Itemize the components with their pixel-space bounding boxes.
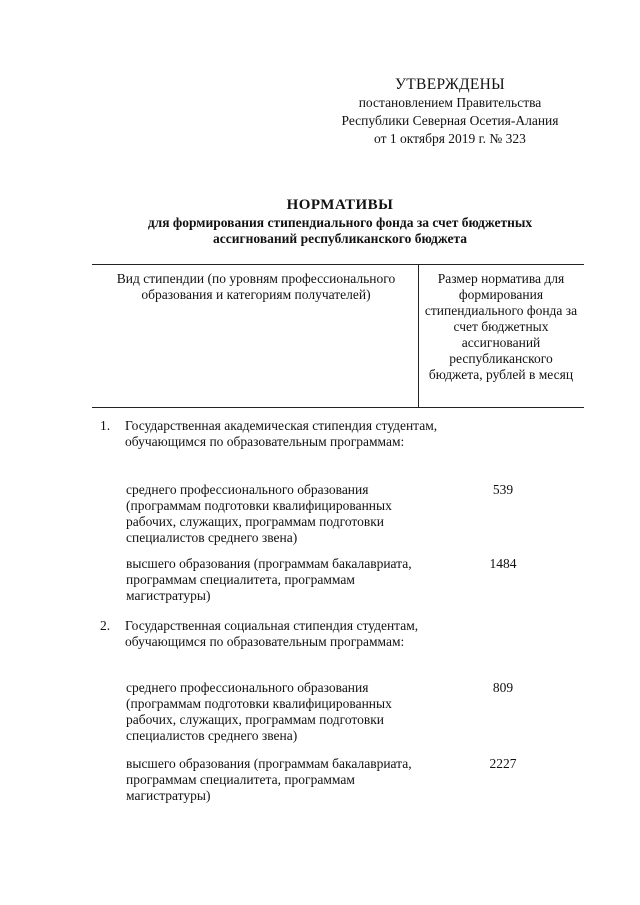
section-1	[100, 418, 440, 450]
section-title: Государственная академическая стипендия студентам, обучающимся по образовательным программам:	[125, 418, 438, 449]
document-subtitle-line-2: ассигнований республиканского бюджета	[213, 231, 467, 246]
approval-line-1: постановлением Правительства	[358, 95, 542, 110]
table-row-label: высшего образования (программам бакалавриата, программам специалитета, программам магистратуры)	[126, 556, 412, 603]
table-header	[92, 264, 584, 408]
header-norm-size: Размер норматива для формирования стипендиального фонда за счет бюджетных ассигнований республиканского бюджета, рублей в месяц	[424, 271, 578, 382]
header-column-divider	[418, 265, 419, 407]
document-title-block	[60, 197, 620, 247]
table-row-label: среднего профессионального образования (программам подготовки квалифицированных рабочих, служащих, программам подготовки специалистов среднего звена)	[126, 482, 392, 545]
document-title: НОРМАТИВЫ	[286, 197, 394, 213]
approval-line-3: от 1 октября 2019 г. № 323	[374, 131, 526, 146]
header-stipend-type: Вид стипендии (по уровням профессионального образования и категориям получателей)	[116, 271, 396, 302]
table-row-value: 2227	[489, 756, 517, 771]
table-row-value: 539	[492, 482, 514, 497]
approval-title: УТВЕРЖДЕНЫ	[395, 76, 505, 93]
section-2	[100, 618, 440, 650]
section-number: 2.	[100, 618, 111, 633]
table-row-label: высшего образования (программам бакалавриата, программам специалитета, программам магистратуры)	[126, 756, 412, 803]
approval-block	[300, 76, 600, 148]
table-row-value: 809	[492, 680, 514, 695]
approval-line-2: Республики Северная Осетия-Алания	[341, 113, 559, 128]
section-title: Государственная социальная стипендия студентам, обучающимся по образовательным программам:	[125, 618, 419, 649]
table-row-label: среднего профессионального образования (программам подготовки квалифицированных рабочих, служащих, программам подготовки специалистов среднего звена)	[126, 680, 392, 743]
table-row-value: 1484	[489, 556, 517, 571]
section-number: 1.	[100, 418, 111, 433]
document-subtitle-line-1: для формирования стипендиального фонда за счет бюджетных	[147, 215, 533, 230]
